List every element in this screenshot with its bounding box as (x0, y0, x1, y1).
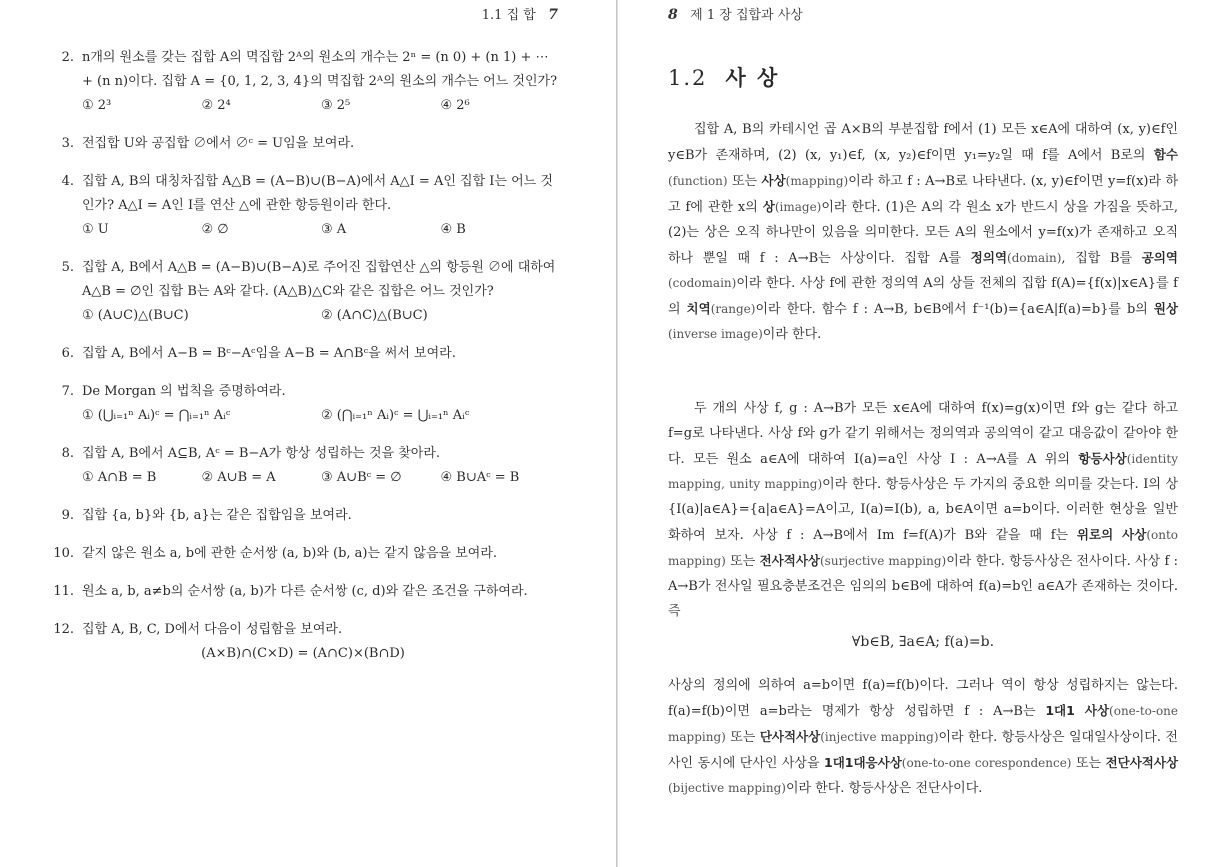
exercise-text: 집합 A, B, C, D에서 다음이 성립함을 보여라. (82, 622, 343, 637)
english-term: (inverse image) (668, 327, 763, 341)
text-run: 이라 한다. 사상 f에 관한 정의역 A의 상들 전체의 집합 f(A)={f(x)|x∈A}를 f의 (668, 276, 1178, 317)
exercise-number: 3. (61, 136, 74, 151)
term-codomain: 공의역 (1141, 250, 1178, 265)
english-term: (range) (710, 302, 756, 316)
english-term: (bijective mapping) (668, 781, 786, 795)
display-formula: ∀b∈B, ∃a∈A; f(a)=b. (851, 634, 995, 650)
english-term: (one-to-one corespondence) (901, 756, 1072, 770)
paragraph-injective-bijective (668, 673, 1178, 801)
running-head-section: 1.1 집 합 (481, 8, 536, 23)
paragraph-mapping-definition (668, 117, 1178, 347)
choice: ② ∅ (201, 222, 229, 237)
choice: ① 2³ (82, 98, 112, 113)
english-term: (function) (668, 174, 728, 188)
text-run: 집합 A, B의 카테시언 곱 A×B의 부분집합 f에서 (1) 모든 x∈A에 대하여 (x, y)∈f인 y∈B가 존재하며, (2) (x, y₁)∈f, (x, y₂)∈f이면 y₁=y₂일 때 f를 A에서 B로의 (668, 122, 1178, 163)
choice-list (82, 218, 560, 242)
exercise-item (50, 132, 560, 156)
exercise-item (50, 380, 560, 428)
exercise-number: 6. (61, 346, 74, 361)
english-term: (one-to-one mapping) (668, 704, 1178, 744)
choice: ① (A∪C)△(B∪C) (82, 308, 189, 323)
exercise-text: 집합 A, B에서 A−B = Bᶜ−Aᶜ임을 A−B = A∩Bᶜ을 써서 보여라. (82, 346, 456, 361)
section-heading (668, 62, 779, 92)
text-run: 이라 한다. 항등사상은 전사이다. 사상 f : A→B가 전사일 필요충분조건은 임의의 b∈B에 대하여 f(a)=b인 a∈A가 존재하는 것이다. 즉 (668, 554, 1179, 619)
term-surjective: 전사적사상 (759, 553, 820, 568)
exercise-number: 11. (53, 584, 74, 599)
choice: ④ B (440, 222, 466, 237)
exercise-item (50, 342, 560, 366)
right-page (620, 0, 1232, 867)
term-function: 함수 (1153, 147, 1178, 162)
choice: ② (⋂ᵢ₌₁ⁿ Aᵢ)ᶜ = ⋃ᵢ₌₁ⁿ Aᵢᶜ (321, 408, 470, 423)
running-head-right (668, 4, 803, 23)
exercise-number: 9. (61, 508, 74, 523)
exercise-formula: (A×B)∩(C×D) = (A∩C)×(B∩D) (201, 646, 405, 661)
choice-list (82, 304, 560, 328)
term-bijective: 전단사적사상 (1105, 755, 1179, 770)
choice-list (82, 94, 560, 118)
exercise-number: 8. (61, 446, 74, 461)
exercise-number: 12. (53, 622, 74, 637)
text-run: 또는 (1071, 756, 1106, 771)
exercise-item (50, 580, 560, 604)
exercise-item (50, 46, 560, 118)
exercise-number: 4. (61, 174, 74, 189)
choice: ① U (82, 222, 109, 237)
exercise-item (50, 442, 560, 490)
section-number: 1.2 (668, 66, 708, 90)
text-run: 이라 하고 f : A→B로 나타낸다. (x, y)∈f이면 y=f(x)라 하고 f에 관한 x의 (668, 174, 1179, 215)
running-head-left (482, 4, 558, 23)
english-term: (identity mapping, unity mapping) (668, 452, 1178, 491)
choice: ② A∪B = A (201, 470, 276, 485)
text-run: 또는 (725, 554, 760, 569)
paragraph-identity-surjective (668, 396, 1178, 624)
english-term: (surjective mapping) (820, 554, 947, 568)
exercise-text: De Morgan 의 법칙을 증명하여라. (82, 384, 286, 399)
term-image: 상 (762, 199, 775, 214)
term-injective: 단사적사상 (759, 729, 821, 744)
exercise-number: 5. (61, 260, 74, 275)
text-run: 사상의 정의에 의하여 a=b이면 f(a)=f(b)이다. 그러나 역이 항상 성립하지는 않는다. f(a)=f(b)이면 a=b라는 명제가 항상 성립하면 f : A→B는 (668, 678, 1178, 719)
page-number-left: 7 (548, 7, 558, 23)
english-term: (onto mapping) (668, 528, 1178, 568)
exercise-list (50, 46, 560, 680)
exercise-item (50, 542, 560, 566)
exercise-item (50, 170, 560, 242)
term-range: 치역 (686, 301, 711, 316)
exercise-text: 집합 A, B의 대칭차집합 A△B = (A−B)∪(B−A)에서 A△I = A인 집합 I는 어느 것인가? A△I = A인 I를 연산 △에 관한 항등원이라 한다. (82, 174, 553, 213)
term-mapping: 사상 (761, 173, 786, 188)
exercise-text: 집합 A, B에서 A⊆B, Aᶜ = B−A가 항상 성립하는 것을 찾아라. (82, 446, 441, 461)
running-head-chapter: 제 1 장 집합과 사상 (690, 8, 803, 23)
exercise-text: 같지 않은 원소 a, b에 관한 순서쌍 (a, b)와 (b, a)는 같지 않음을 보여라. (82, 546, 498, 561)
text-run: 이라 한다. 항등사상은 일대일사상이다. 전사인 동시에 단사인 사상을 (668, 730, 1178, 771)
english-term: (injective mapping) (820, 730, 939, 744)
term-one-to-one: 1대1 사상 (1045, 703, 1110, 718)
text-run: 이라 한다. 항등사상은 두 가지의 중요한 의미를 갖는다. I의 상 {I(a)|a∈A}={a|a∈A}=A이고, I(a)=I(b), a, b∈A이면 a=b이다. 이러한 현상을 일반화하여 보자. 사상 f : A→B에서 Im f=f(A)가 B와 같을 때 f는 (668, 477, 1179, 543)
exercise-text: 전집합 U와 공집합 ∅에서 ∅ᶜ = U임을 보여라. (82, 136, 355, 151)
text-run: 이라 한다. (1)은 A의 각 원소 x가 반드시 상을 가짐을 뜻하고, (2)는 상은 오직 하나만이 있음을 의미한다. 모든 A의 원소에서 y=f(x)가 존재하고 오직 하나 뿐일 때 f : A→B는 사상이다. 집합 A를 (668, 200, 1178, 266)
exercise-number: 7. (61, 384, 74, 399)
term-inverse-image: 원상 (1153, 301, 1178, 316)
text-run: 또는 (725, 730, 760, 745)
text-run: 이라 한다. 항등사상은 전단사이다. (785, 781, 983, 796)
text-run: 두 개의 사상 f, g : A→B가 모든 x∈A에 대하여 f(x)=g(x)이면 f와 g는 같다 하고 f=g로 나타낸다. 사상 f와 g가 같기 위해서는 정의역과 공의역이 같고 대응값이 같아야 한다. 모든 원소 a∈A에 대하여 I(a)=a인 사상 I : A→A를 A 위의 (668, 401, 1178, 467)
exercise-text: 집합 {a, b}와 {b, a}는 같은 집합임을 보여라. (82, 508, 352, 523)
choice: ③ 2⁵ (321, 98, 351, 113)
text-run: 이라 한다. (762, 327, 822, 342)
page-number-right: 8 (668, 7, 678, 23)
term-one-to-one-correspondence: 1대1대응사상 (824, 755, 902, 770)
choice: ③ A∪Bᶜ = ∅ (321, 470, 402, 485)
term-identity-mapping: 항등사상 (1078, 451, 1127, 466)
exercise-item (50, 618, 560, 666)
exercise-number: 10. (53, 546, 74, 561)
exercise-text: n개의 원소를 갖는 집합 A의 멱집합 2ᴬ의 원소의 개수는 2ⁿ = (n 0) + (n 1) + ⋯ + (n n)이다. 집합 A = {0, 1, 2, 3, 4}의 멱집합 2ᴬ의 원소의 개수는 어느 것인가? (82, 50, 558, 89)
text-run: 또는 (727, 174, 762, 189)
exercise-item (50, 504, 560, 528)
choice: ④ B∪Aᶜ = B (440, 470, 520, 485)
term-onto-mapping: 위로의 사상 (1076, 527, 1147, 542)
choice: ② (A∩C)△(B∪C) (321, 308, 428, 323)
choice: ① (⋃ᵢ₌₁ⁿ Aᵢ)ᶜ = ⋂ᵢ₌₁ⁿ Aᵢᶜ (82, 408, 231, 423)
text-run: 이라 한다. 함수 f : A→B, b∈B에서 f⁻¹(b)={a∈A|f(a)=b}를 b의 (755, 302, 1154, 317)
term-domain: 정의역 (970, 250, 1008, 265)
section-title: 사 상 (725, 65, 780, 90)
choice-list (82, 466, 560, 490)
choice: ③ A (321, 222, 347, 237)
english-term: (codomain) (668, 276, 737, 290)
choice-list (82, 404, 560, 428)
choice: ④ 2⁶ (440, 98, 470, 113)
exercise-number: 2. (61, 50, 74, 65)
choice: ② 2⁴ (201, 98, 231, 113)
english-term: (domain) (1007, 251, 1062, 265)
text-run: , 집합 B를 (1061, 251, 1142, 266)
exercise-text: 원소 a, b, a≠b의 순서쌍 (a, b)가 다른 순서쌍 (c, d)와 같은 조건을 구하여라. (82, 584, 528, 599)
english-term: (image) (774, 200, 822, 214)
exercise-text: 집합 A, B에서 A△B = (A−B)∪(B−A)로 주어진 집합연산 △의 항등원 ∅에 대하여 A△B = ∅인 집합 B는 A와 같다. (A△B)△C와 같은 집합은 어느 것인가? (82, 260, 556, 299)
choice: ① A∩B = B (82, 470, 157, 485)
exercise-item (50, 256, 560, 328)
english-term: (mapping) (785, 174, 849, 188)
